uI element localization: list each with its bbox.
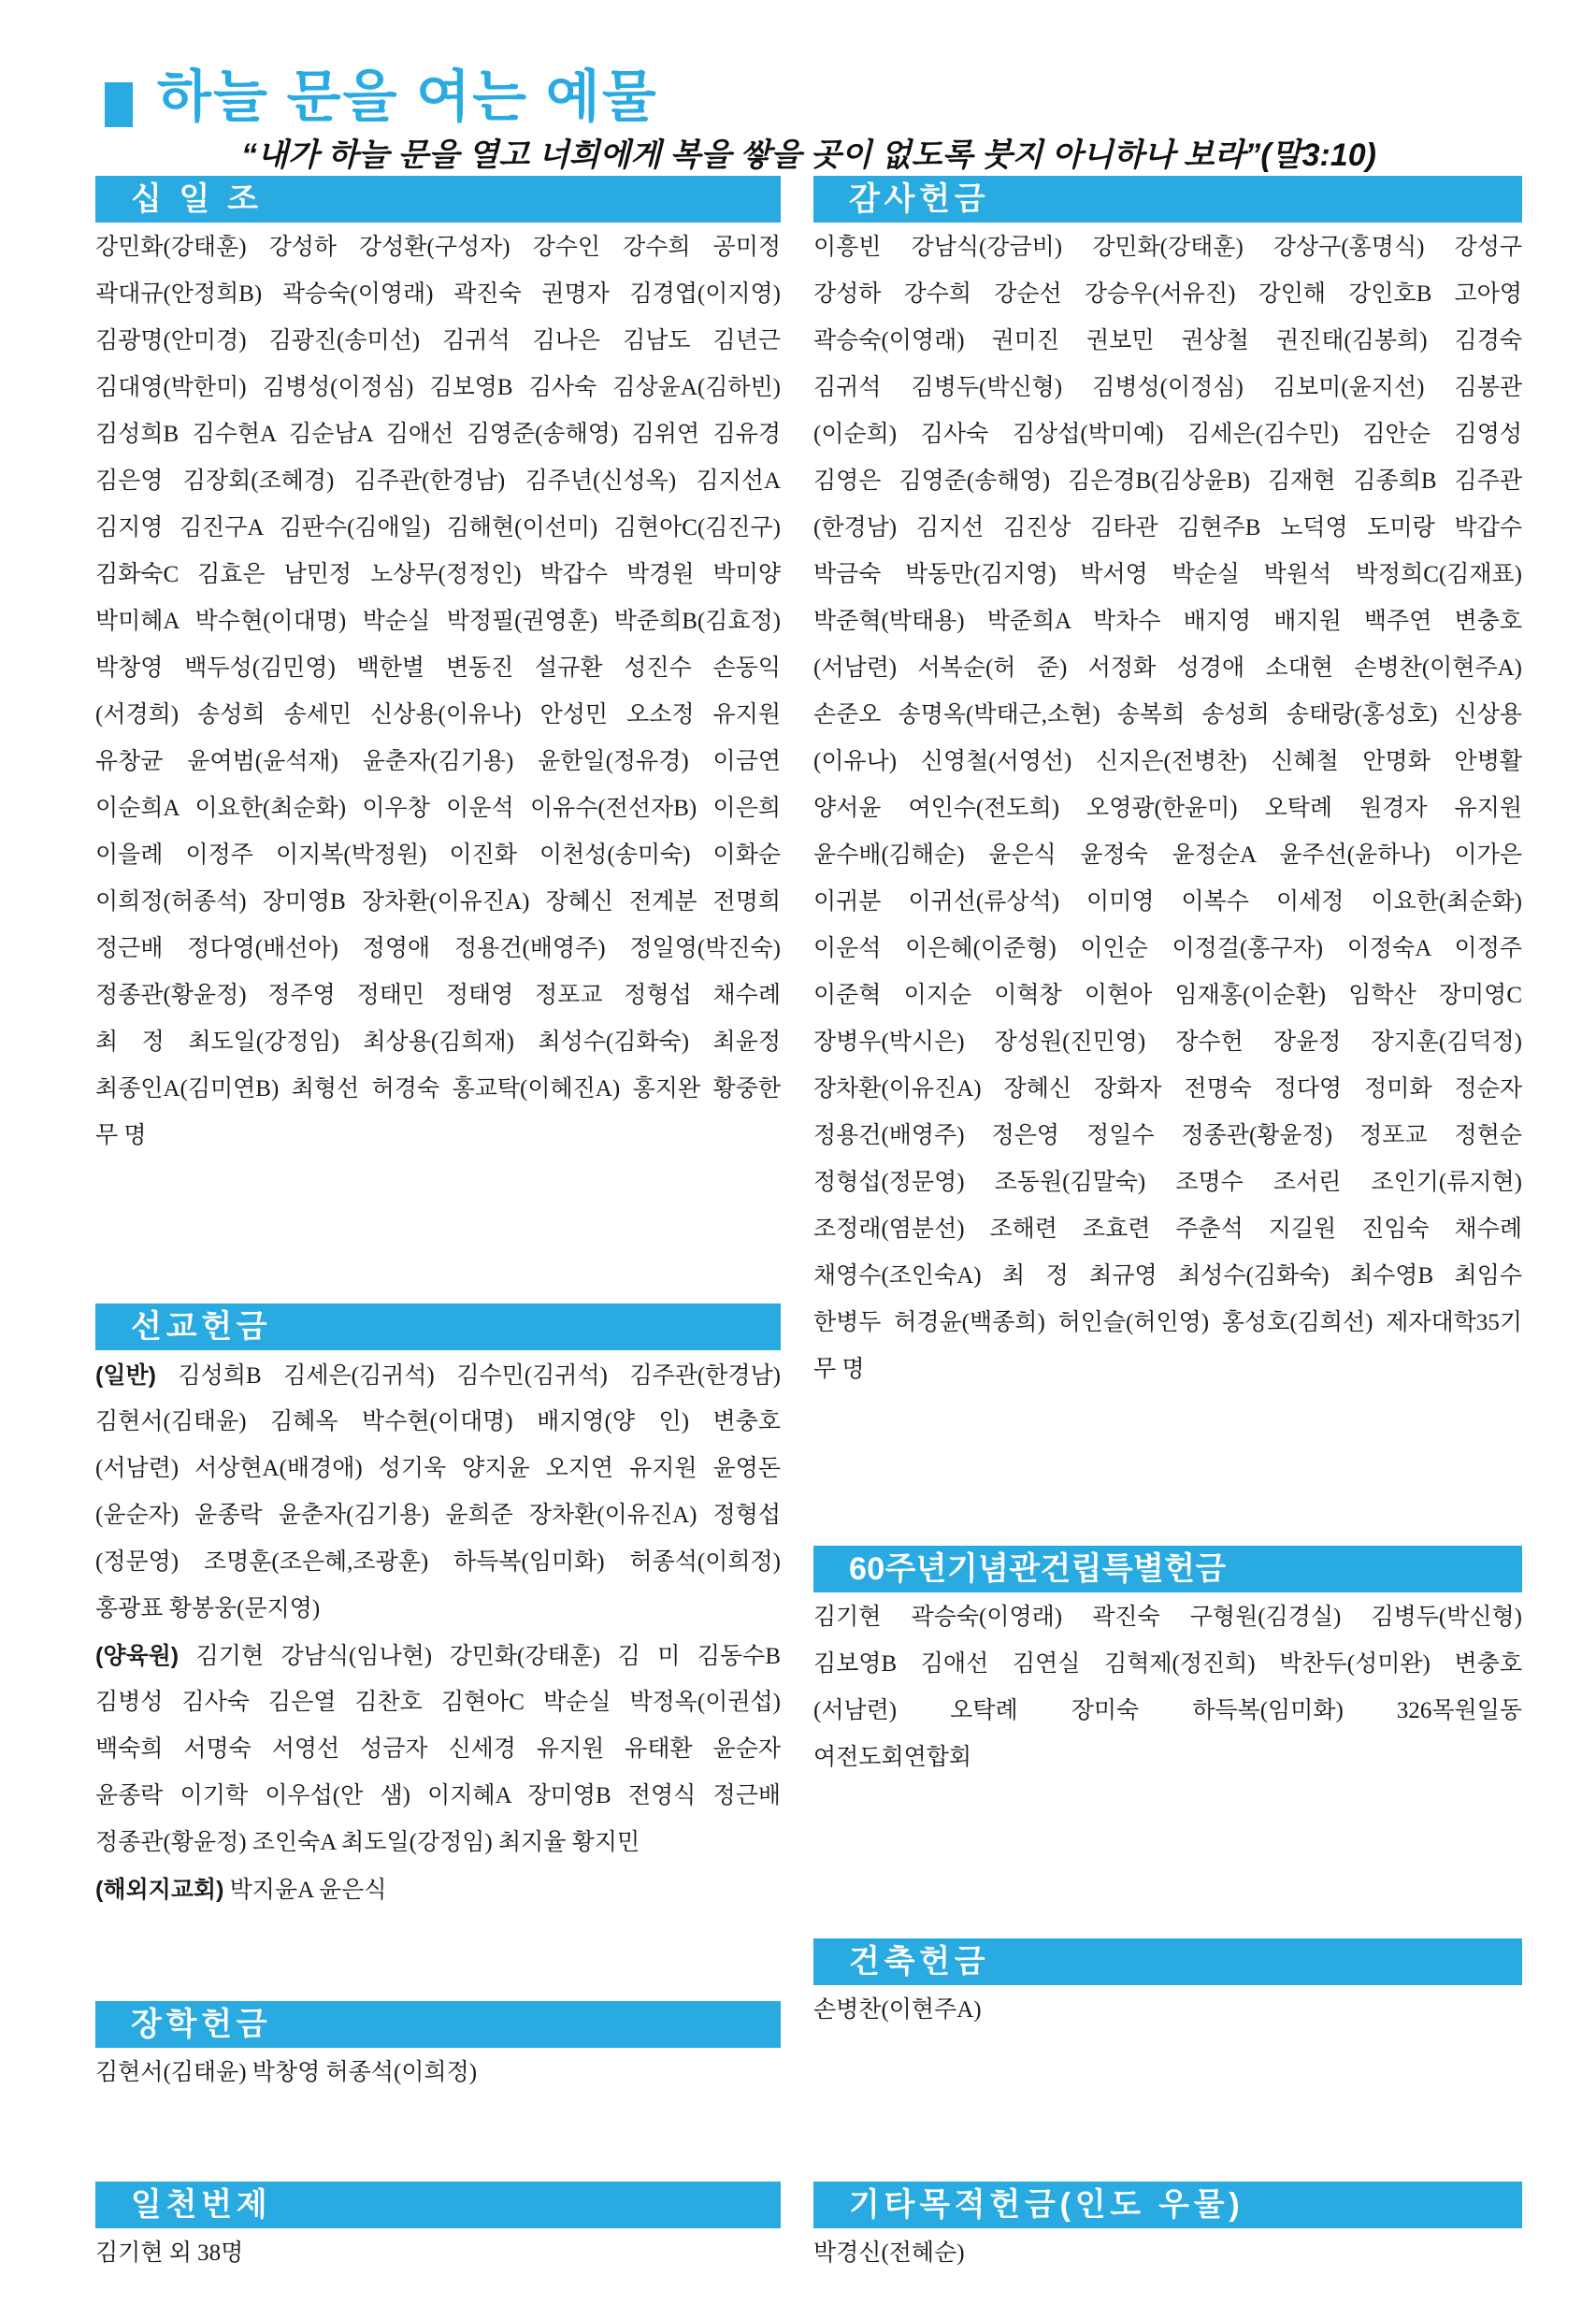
name-list-line: 김대영(박한미) 김병성(이정심) 김보영B 김사숙 김상윤A(김하빈): [95, 375, 781, 400]
section-header-bar: [95, 2182, 781, 2228]
section-header-bar: [813, 176, 1522, 223]
name-list-line: (서경희) 송성희 송세민 신상용(이유나) 안성민 오소정 유지원: [95, 702, 781, 727]
name-list-line: (정문영) 조명훈(조은혜,조광훈) 하득복(임미화) 허종석(이희정): [95, 1549, 781, 1575]
name-list-line: 유창균 윤여범(윤석재) 윤춘자(김기용) 윤한일(정유경) 이금연: [95, 749, 781, 774]
title-bullet-icon: [105, 82, 133, 127]
name-list-line: 이순희A 이요한(최순화) 이우창 이운석 이유수(전선자B) 이은희: [95, 796, 781, 821]
name-list-line: 김성희B 김수현A 김순남A 김애선 김영준(송해영) 김위연 김유경: [95, 422, 781, 447]
name-list: [813, 1987, 1522, 2034]
name-list: [95, 2230, 781, 2277]
name-list: [95, 2050, 781, 2096]
group-label: (해외지교회): [95, 1877, 224, 1903]
name-list-line: 홍광표 황봉웅(문지영): [95, 1596, 321, 1621]
name-list-line: 이운석 이은혜(이준형) 이인순 이정걸(홍구자) 이정숙A 이정주: [813, 936, 1522, 961]
name-list-line: 김광명(안미경) 김광진(송미선) 김귀석 김나은 김남도 김년근: [95, 328, 781, 353]
name-list-line: 한병두 허경윤(백종희) 허인슬(허인영) 홍성호(김희선) 제자대학35기: [813, 1310, 1522, 1335]
name-list-line: 정종관(황윤정) 정주영 정태민 정태영 정포교 정형섭 채수례: [95, 983, 781, 1008]
section-header-bar: [813, 1938, 1522, 1985]
name-list-line: 이흥빈 강남식(강금비) 강민화(강태훈) 강상구(홍명식) 강성구: [813, 235, 1522, 260]
section-60th-memorial-special: [813, 1546, 1522, 1781]
section-header-bar: [813, 1546, 1522, 1592]
section-title: 감사헌금: [849, 181, 990, 217]
section-title: 60주년기념관건립특별헌금: [849, 1551, 1227, 1587]
section-mission: [95, 1304, 781, 1913]
name-list-line: (서남련) 서상현A(배경애) 성기욱 양지윤 오지연 유지원 윤영돈: [95, 1456, 781, 1481]
name-list-line: 김영은 김영준(송해영) 김은경B(김상윤B) 김재현 김종희B 김주관: [813, 468, 1522, 494]
name-list-line: 김병성 김사숙 김은열 김찬호 김현아C 박순실 박정옥(이권섭): [95, 1690, 781, 1715]
name-list-line: 손병찬(이현주A): [813, 1997, 982, 2023]
name-list-line: 김은영 김장회(조혜경) 김주관(한경남) 김주년(신성옥) 김지선A: [95, 468, 781, 494]
section-building: [813, 1938, 1522, 2034]
name-list: [95, 1352, 781, 1913]
name-list-line: 장차환(이유진A) 장혜신 장화자 전명숙 정다영 정미화 정순자: [813, 1076, 1522, 1102]
name-list-line: 윤수배(김해순) 윤은식 윤정숙 윤정순A 윤주선(윤하나) 이가은: [813, 843, 1522, 868]
name-list-line: 강민화(강태훈) 강성하 강성환(구성자) 강수인 강수희 공미정: [95, 235, 781, 260]
name-list-line: 정종관(황윤정) 조인숙A 최도일(강정임) 최지율 황지민: [95, 1830, 640, 1855]
section-header-bar: [95, 2001, 781, 2048]
name-list-line: (이유나) 신영철(서영선) 신지은(전병찬) 신혜철 안명화 안병활: [813, 749, 1522, 774]
section-title: 건축헌금: [849, 1944, 990, 1980]
name-list-line: 박창영 백두성(김민영) 백한별 변동진 설규환 성진수 손동익: [95, 655, 781, 681]
group-label: (일반): [95, 1362, 156, 1389]
verse-quote: “내가 하늘 문을 열고 너희에게 복을 쌓을 곳이 없도록 붓지 아니하나 보라”(말3:10): [241, 137, 1376, 173]
name-list-line: (한경남) 김지선 김진상 김타관 김현주B 노덕영 도미랑 박갑수: [813, 515, 1522, 540]
name-list-line: 손준오 송명옥(박태근,소현) 송복희 송성희 송태랑(홍성호) 신상용: [813, 702, 1522, 727]
name-list: [95, 224, 781, 1160]
name-list-line: 이준혁 이지순 이혁창 이현아 임재홍(이순환) 임학산 장미영C: [813, 983, 1522, 1008]
name-list-line: 최종인A(김미연B) 최형선 허경숙 홍교탁(이혜진A) 홍지완 황중한: [95, 1076, 781, 1102]
name-list-line: 김현서(김태윤) 김혜옥 박수현(이대명) 배지영(양 인) 변충호: [95, 1409, 781, 1434]
name-list-line: (서남련) 서복순(허 준) 서정화 성경애 소대현 손병찬(이현주A): [813, 655, 1522, 681]
name-list-line: 박금숙 박동만(김지영) 박서영 박순실 박원석 박정희C(김재표): [813, 562, 1522, 587]
section-title: 선교헌금: [131, 1309, 272, 1345]
name-list-line: 윤종락 이기학 이우섭(안 샘) 이지혜A 장미영B 전영식 정근배: [95, 1783, 781, 1808]
section-header-bar: [813, 2182, 1522, 2228]
name-list: [813, 224, 1522, 1393]
name-list-line: 무 명: [95, 1123, 147, 1148]
name-list-line: 박미혜A 박수현(이대명) 박순실 박정필(권영훈) 박준희B(김효정): [95, 609, 781, 634]
name-list: [813, 2230, 1522, 2277]
section-other-purpose: [813, 2182, 1522, 2277]
name-list-line: (양육원) 김기현 강남식(임나현) 강민화(강태훈) 김 미 김동수B: [95, 1643, 781, 1669]
name-list-line: 김기현 외 38명: [95, 2240, 244, 2266]
name-list-line: (서남련) 오탁례 장미숙 하득복(임미화) 326목원일동: [813, 1698, 1522, 1723]
section-header-bar: [95, 1304, 781, 1350]
section-title: 장학헌금: [131, 2007, 272, 2042]
name-list-line: 이희정(허종석) 장미영B 장차환(이유진A) 장혜신 전계분 전명희: [95, 889, 781, 915]
name-list-line: 곽승숙(이영래) 권미진 권보민 권상철 권진태(김봉희) 김경숙: [813, 328, 1522, 353]
name-list-line: 백숙희 서명숙 서영선 성금자 신세경 유지원 유태환 윤순자: [95, 1736, 781, 1762]
name-list-line: 최 정 최도일(강정임) 최상용(김희재) 최성수(김화숙) 최윤정: [95, 1030, 781, 1055]
name-list-line: 곽대규(안정희B) 곽승숙(이영래) 곽진숙 권명자 김경엽(이지영): [95, 281, 781, 307]
name-list-line: 여전도회연합회: [813, 1745, 972, 1770]
page-title: [105, 67, 658, 127]
name-list-line: 김현서(김태윤) 박창영 허종석(이희정): [95, 2060, 478, 2085]
section-thousand-burnt-offering: [95, 2182, 781, 2277]
section-scholarship: [95, 2001, 781, 2096]
name-list-line: 정근배 정다영(배선아) 정영애 정용건(배영주) 정일영(박진숙): [95, 936, 781, 961]
section-header-bar: [95, 176, 781, 223]
section-title: 십일조: [131, 181, 276, 217]
page-title-text: 하늘 문을 여는 예물: [157, 65, 658, 128]
name-list-line: 이을례 이정주 이지복(박정원) 이진화 이천성(송미숙) 이화순: [95, 843, 781, 868]
name-list: [813, 1594, 1522, 1781]
name-list-line: 장병우(박시은) 장성원(진민영) 장수헌 장윤정 장지훈(김덕정): [813, 1030, 1522, 1055]
name-list-line: 박준혁(박태용) 박준희A 박차수 배지영 배지원 백주연 변충호: [813, 609, 1522, 634]
group-label: (양육원): [95, 1643, 180, 1669]
name-list-line: (윤순자) 윤종락 윤춘자(김기용) 윤희준 장차환(이유진A) 정형섭: [95, 1503, 781, 1528]
name-list-line: 양서윤 여인수(전도희) 오영광(한윤미) 오탁례 원경자 유지원: [813, 796, 1522, 821]
name-list-line: (이순희) 김사숙 김상섭(박미예) 김세은(김수민) 김안순 김영성: [813, 422, 1522, 447]
name-list-line: 김지영 김진구A 김판수(김애일) 김해현(이선미) 김현아C(김진구): [95, 515, 781, 540]
name-list-line: (일반) 김성희B 김세은(김귀석) 김수민(김귀석) 김주관(한경남): [95, 1362, 781, 1389]
section-title: 기타목적헌금(인도 우물): [849, 2187, 1244, 2223]
name-list-line: 김귀석 김병두(박신형) 김병성(이정심) 김보미(윤지선) 김봉관: [813, 375, 1522, 400]
section-title: 일천번제: [131, 2187, 272, 2223]
name-list-line: 채영수(조인숙A) 최 정 최규영 최성수(김화숙) 최수영B 최임수: [813, 1263, 1522, 1289]
section-thanksgiving: [813, 176, 1522, 1393]
name-list-line: 조정래(염분선) 조해련 조효련 주춘석 지길원 진임숙 채수례: [813, 1217, 1522, 1242]
name-list-line: 무 명: [813, 1357, 865, 1382]
name-list-line: 김기현 곽승숙(이영래) 곽진숙 구형원(김경실) 김병두(박신형): [813, 1605, 1522, 1630]
name-list-line: (해외지교회) 박지윤A 윤은식: [95, 1877, 387, 1903]
name-list-line: 정형섭(정문영) 조동원(김말숙) 조명수 조서린 조인기(류지현): [813, 1170, 1522, 1195]
name-list-line: 김보영B 김애선 김연실 김혁제(정진희) 박찬두(성미완) 변충호: [813, 1651, 1522, 1677]
name-list-line: 정용건(배영주) 정은영 정일수 정종관(황윤정) 정포교 정현순: [813, 1123, 1522, 1148]
name-list-line: 김화숙C 김효은 남민정 노상무(정정인) 박갑수 박경원 박미양: [95, 562, 781, 587]
name-list-line: 강성하 강수희 강순선 강승우(서유진) 강인해 강인호B 고아영: [813, 281, 1522, 307]
name-list-line: 이귀분 이귀선(류상석) 이미영 이복수 이세정 이요한(최순화): [813, 889, 1522, 915]
name-list-line: 박경신(전혜순): [813, 2240, 965, 2266]
section-tithe: [95, 176, 781, 1160]
